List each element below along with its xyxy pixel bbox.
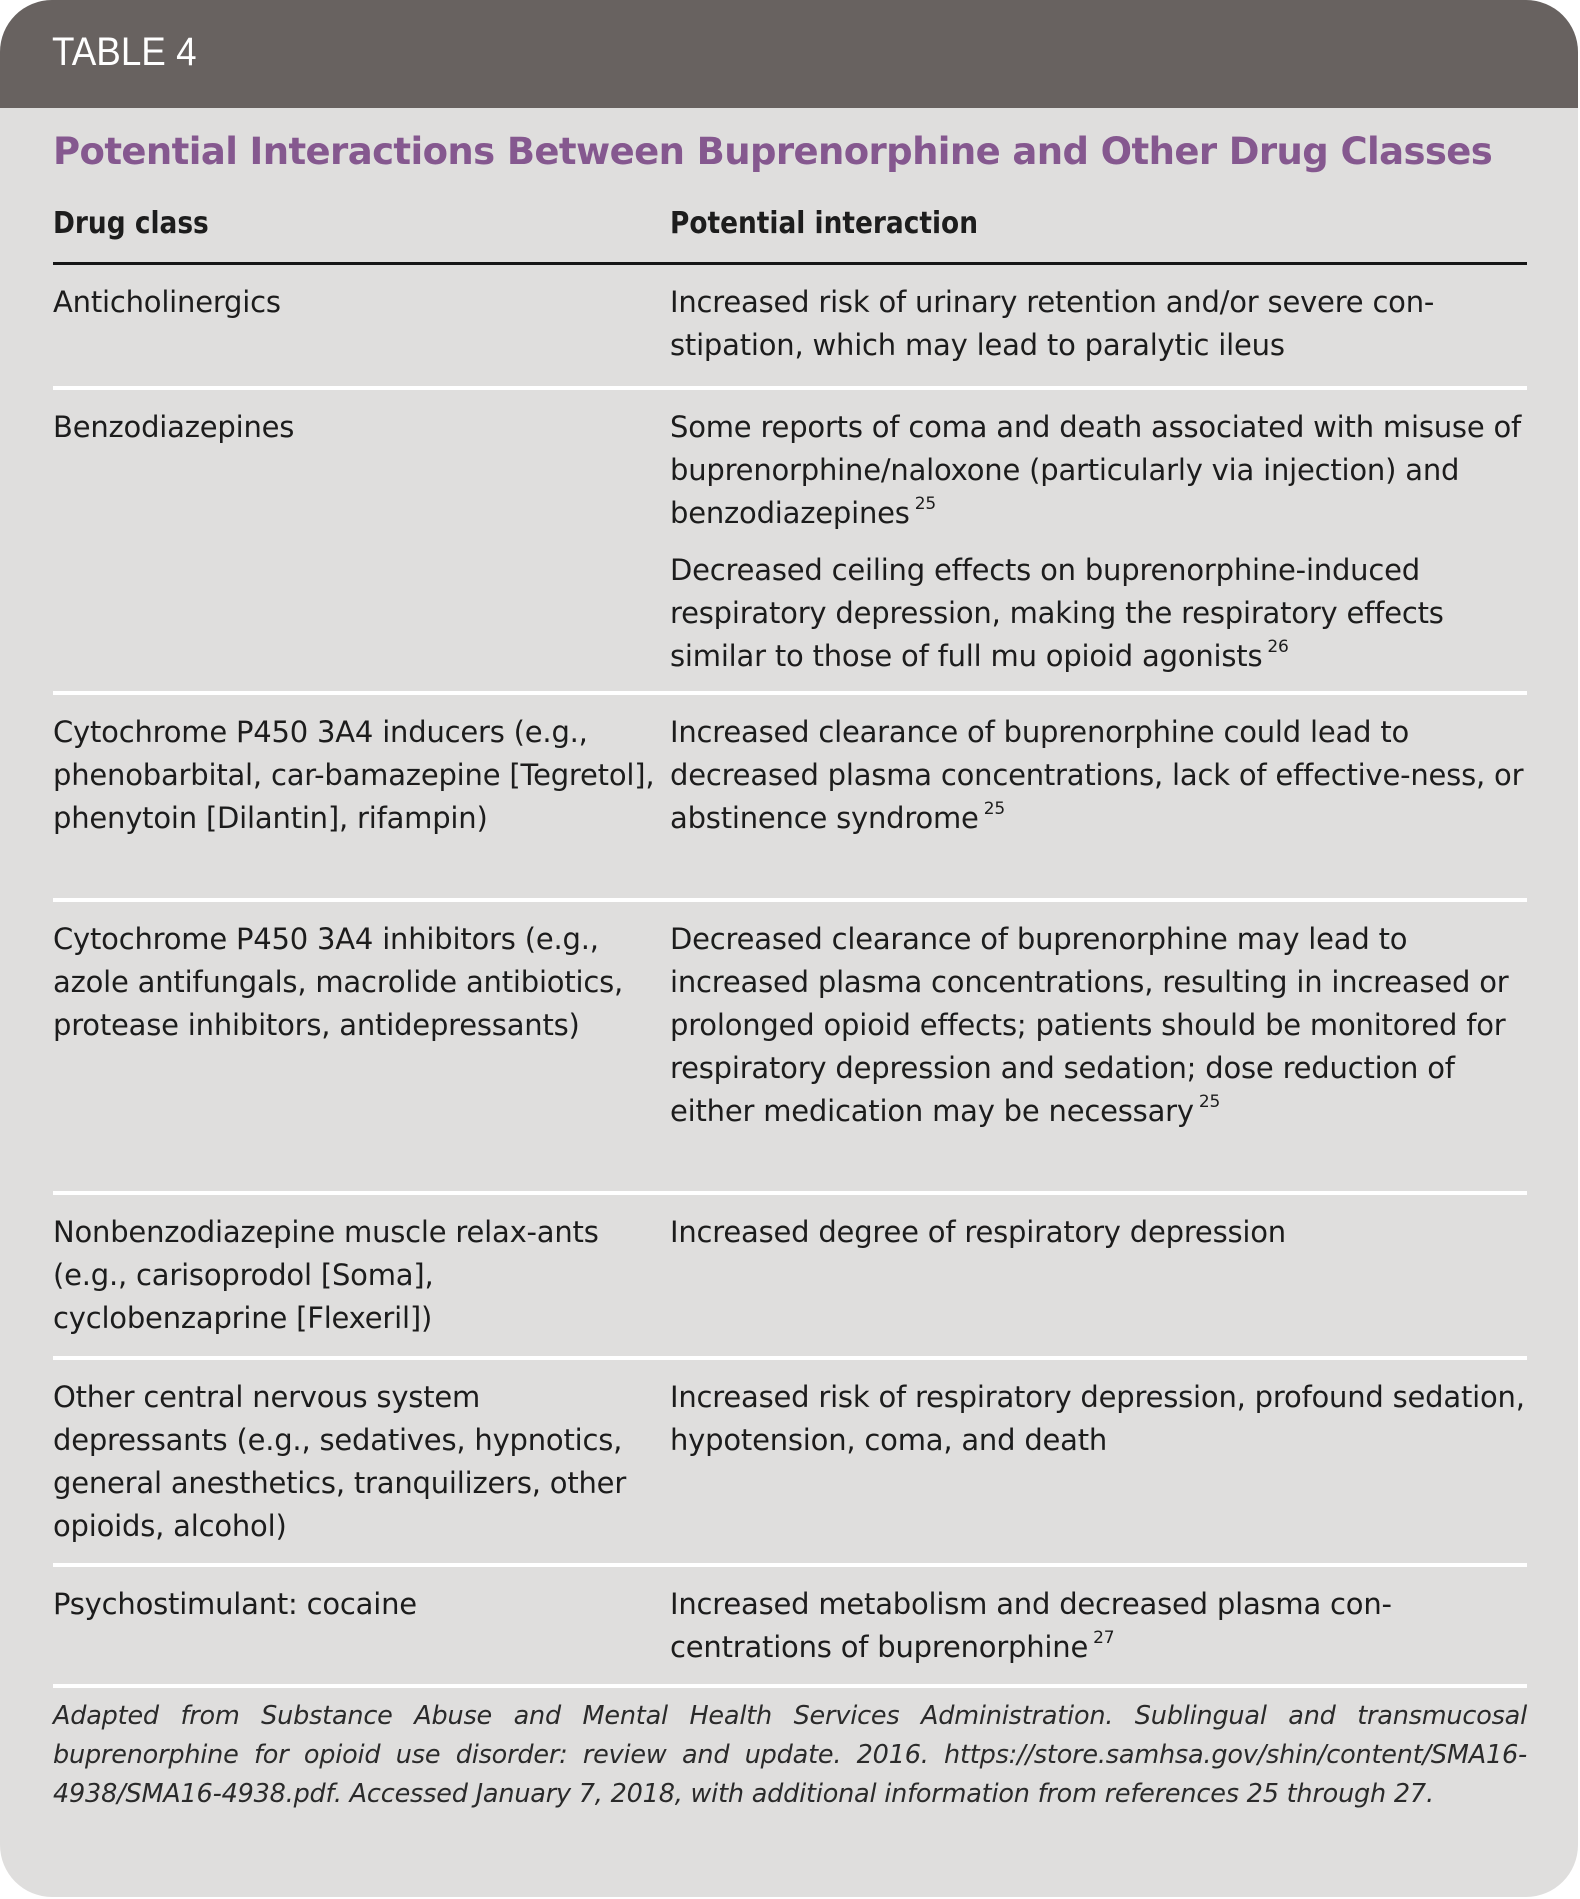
interaction-cell bbox=[670, 1567, 1527, 1684]
table-row bbox=[53, 1360, 1527, 1567]
interaction-text: Increased degree of respiratory depression bbox=[670, 1215, 1286, 1249]
table-row bbox=[53, 1195, 1527, 1360]
interaction-cell bbox=[670, 1195, 1527, 1356]
table-row bbox=[53, 265, 1527, 390]
reference-superscript: 27 bbox=[1093, 1628, 1115, 1648]
table-number-label: TABLE 4 bbox=[52, 30, 197, 74]
interaction-text: Increased risk of respiratory depression, profound sedation, hypotension, coma, and death bbox=[670, 1380, 1525, 1457]
drug-class-cell: Cytochrome P450 3A4 inhibitors (e.g., azole antifungals, macrolide antibiotics, protease inhibitors, antidepressants) bbox=[53, 922, 624, 1042]
drug-class-cell: Nonbenzodiazepine muscle relax-ants (e.g., carisoprodol [Soma], cyclobenzaprine [Flexeril]) bbox=[53, 1215, 599, 1335]
drug-class-cell: Anticholinergics bbox=[53, 285, 281, 319]
interaction-text: Decreased clearance of buprenorphine may lead to increased plasma concentrations, resulting in increased or prolonged opioid effects; patients should be monitored for respiratory depression and sedation; dose reduction of either medication may be necessary $^{25}$ bbox=[670, 922, 1509, 1128]
table-row bbox=[53, 695, 1527, 902]
interaction-cell bbox=[670, 902, 1527, 1191]
table-banner bbox=[0, 0, 1578, 108]
table-header-row bbox=[53, 200, 1527, 265]
interaction-cell bbox=[670, 1360, 1527, 1563]
column-header-drug-class: Drug class bbox=[53, 206, 209, 241]
reference-superscript: 25 bbox=[1198, 1092, 1221, 1112]
interaction-cell bbox=[670, 265, 1527, 386]
interaction-text: Decreased ceiling effects on buprenorphine-induced respiratory depression, making the respiratory effects similar to those of full mu opioid agonists $^{26}$ bbox=[670, 553, 1444, 673]
drug-class-cell: Other central nervous system depressants (e.g., sedatives, hypnotics, general anesthetics, tranquilizers, other opioids, alcohol) bbox=[53, 1380, 627, 1543]
reference-superscript: 25 bbox=[914, 494, 936, 514]
reference-superscript: 26 bbox=[1267, 637, 1289, 657]
drug-class-cell: Cytochrome P450 3A4 inducers (e.g., phenobarbital, car-bamazepine [Tegretol], phenytoin [Dilantin], rifampin) bbox=[53, 715, 655, 835]
interaction-text: Some reports of coma and death associated with misuse of buprenorphine/naloxone (particularly via injection) and benzodiazepines $^{25}$ bbox=[670, 410, 1522, 530]
drug-class-cell: Psychostimulant: cocaine bbox=[53, 1587, 417, 1621]
interaction-cell bbox=[670, 695, 1527, 898]
table-title: Potential Interactions Between Buprenorphine and Other Drug Classes bbox=[53, 130, 1493, 173]
table-row bbox=[53, 1567, 1527, 1688]
reference-superscript: 25 bbox=[983, 799, 1005, 819]
drug-class-cell: Benzodiazepines bbox=[53, 410, 295, 444]
source-footnote: Adapted from Substance Abuse and Mental Health Services Administration. Sublingual and transmucosal buprenorphine for opioid use disorder: review and update. 2016. https://store.samhsa.gov/shin/content/SMA16-4938/SMA16-4938.pdf. Accessed January 7, 2018, with additional information from references 25 through 27. bbox=[53, 1701, 1527, 1809]
interaction-text: Increased clearance of buprenorphine could lead to decreased plasma concentrations, lack of effective-ness, or abstinence syndrome $^{25}$ bbox=[670, 715, 1524, 835]
column-header-potential-interaction: Potential interaction bbox=[670, 206, 978, 241]
interaction-cell bbox=[670, 390, 1527, 691]
interaction-text: Increased metabolism and decreased plasma con-centrations of buprenorphine $^{27}$ bbox=[670, 1587, 1392, 1664]
interaction-text: Increased risk of urinary retention and/or severe con-stipation, which may lead to paralytic ileus bbox=[670, 285, 1435, 362]
table-row bbox=[53, 390, 1527, 695]
interactions-table bbox=[53, 200, 1527, 1688]
table-row bbox=[53, 902, 1527, 1195]
